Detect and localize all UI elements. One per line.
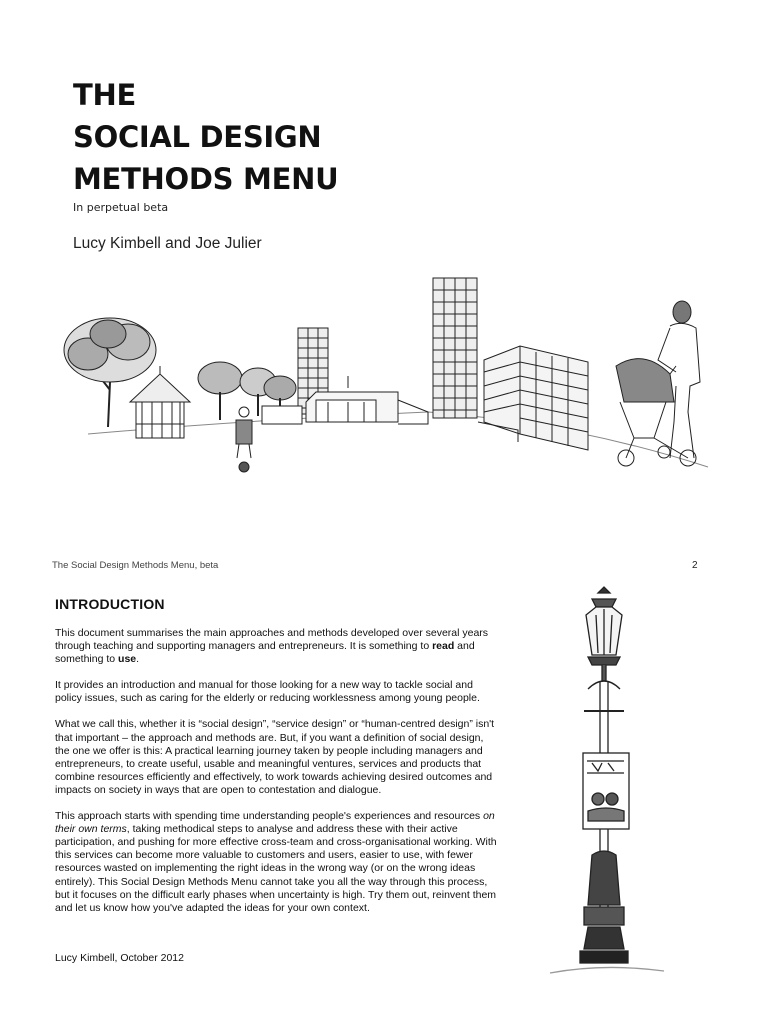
- text-run: .: [136, 653, 140, 666]
- cover-authors: Lucy Kimbell and Joe Julier: [73, 235, 262, 252]
- street-lamp-illustration: [540, 585, 670, 980]
- text-run: This document summarises the main approaches and methods developed over several years through teaching and supporting managers and entrepreneurs. It is something to: [55, 627, 489, 653]
- streetscape-illustration: [48, 262, 718, 480]
- page-header: The Social Design Methods Menu, beta: [52, 560, 219, 571]
- tower-block-icon: [433, 278, 477, 418]
- title-line: THE: [73, 78, 136, 112]
- emphasis-use: use: [118, 653, 137, 666]
- text-run: and something to: [55, 640, 475, 666]
- text-run: , taking methodical steps to analyse and address these with their active participation, and pushing for more effective cross-team and cross-organisational working. With this services can become more valuable to customers and users, easier to use, with fewer resources wasted on implementing the right ideas in the wrong way (or on the wrong ideas entirely). This Social Design Methods Menu cannot take you all the way through this process, but it focuses on the difficult early phases when uncertainty is high. Try them out, reinvent them and let us know how you've adapted the ideas for your own context.: [55, 823, 497, 914]
- paragraph: [55, 810, 500, 915]
- paragraph: It provides an introduction and manual for those looking for a new way to tackle social and policy issues, such as caring for the elderly or reducing worklessness among young people.: [55, 679, 480, 705]
- title-line: SOCIAL DESIGN: [73, 120, 322, 154]
- section-heading: INTRODUCTION: [55, 596, 165, 612]
- child-icon: [236, 407, 252, 472]
- text-run: This approach starts with spending time understanding people's experiences and resources: [55, 810, 484, 823]
- title-line: METHODS MENU: [73, 162, 339, 196]
- page-number: 2: [692, 560, 698, 571]
- gazebo-icon: [130, 366, 190, 438]
- emphasis-italic: on their own terms: [55, 810, 495, 836]
- paragraph: [55, 627, 500, 666]
- woman-with-pram-icon: [616, 301, 700, 466]
- signoff: Lucy Kimbell, October 2012: [55, 952, 184, 964]
- cover-subtitle: In perpetual beta: [73, 201, 169, 214]
- emphasis-read: read: [432, 640, 455, 653]
- introduction-body: [55, 627, 500, 928]
- cover-title: [73, 74, 338, 200]
- building-icon: [478, 346, 588, 450]
- paragraph: What we call this, whether it is “social design”, “service design” or “human-centred design” isn't that important – the approach and methods are. But, if you want a definition of social design, the one we offer is this: A practical learning journey taken by people including managers and entrepreneurs, to create useful, usable and meaningful ventures, services and products that combine resources efficiently and effectively, to work towards achieving desired outcomes and impacts on society in ways that are open to contestation and dialogue.: [55, 718, 495, 796]
